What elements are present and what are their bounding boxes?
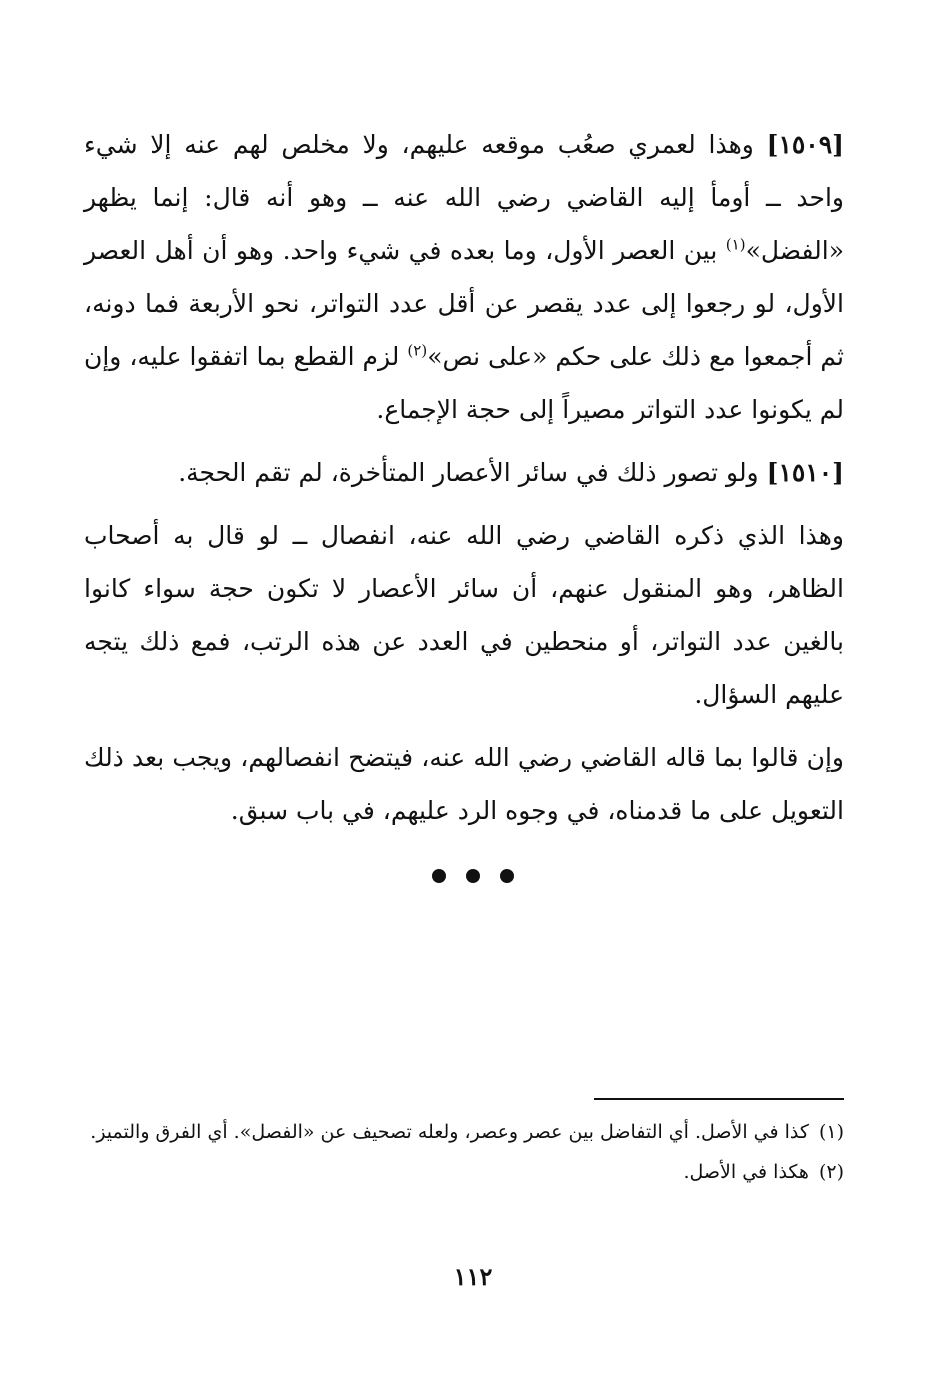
paragraph-1509 <box>84 118 844 436</box>
paragraph-4 <box>84 731 844 837</box>
paragraph-text: وهذا الذي ذكره القاضي رضي الله عنه، انفصال ــ لو قال به أصحاب الظاهر، وهو المنقول عنهم، أن سائر الأعصار لا تكون حجة سواء كانوا بالغين عدد التواتر، أو منحطين في العدد عن هذه الرتب، فمع ذلك يتجه عليهم السؤال. <box>84 521 844 709</box>
ornament-dot <box>432 869 446 883</box>
footnote-2 <box>84 1152 844 1192</box>
section-ornament <box>0 868 946 887</box>
paragraph-text: وإن قالوا بما قاله القاضي رضي الله عنه، فيتضح انفصالهم، ويجب بعد ذلك التعويل على ما قدمناه، في وجوه الرد عليهم، في باب سبق. <box>84 743 844 825</box>
footnote-separator <box>594 1098 844 1100</box>
paragraph-number: [١٥٠٩] <box>766 130 844 159</box>
paragraph-text: وهذا لعمري صعُب موقعه عليهم، ولا مخلص لهم عنه إلا شيء واحد ــ أومأ إليه القاضي رضي الله عنه ــ وهو أنه قال: إنما يظهر «الفضل» <box>84 130 844 265</box>
page-number: ١١٢ <box>453 1262 493 1291</box>
ornament-dot <box>466 869 480 883</box>
paragraph-text: ولو تصور ذلك في سائر الأعصار المتأخرة، لم تقم الحجة. <box>178 458 767 487</box>
footnote-text: هكذا في الأصل. <box>683 1161 809 1183</box>
footnote-ref-2[interactable]: (٢) <box>407 341 428 360</box>
footnotes <box>84 1112 844 1192</box>
footnote-marker: (٢) <box>818 1161 844 1183</box>
main-text <box>84 118 844 847</box>
footnote-1 <box>84 1112 844 1152</box>
paragraph-text: لزم القطع بما اتفقوا عليه، وإن لم يكونوا عدد التواتر مصيراً إلى حجة الإجماع. <box>84 342 844 424</box>
ornament-dot <box>500 869 514 883</box>
paragraph-text: بين العصر الأول، وما بعده في شيء واحد. وهو أن أهل العصر الأول، لو رجعوا إلى عدد يقصر عن أقل عدد التواتر، نحو الأربعة فما دونه، ثم أجمعوا مع ذلك على حكم «على نص» <box>84 236 844 371</box>
paragraph-3 <box>84 509 844 721</box>
footnote-marker: (١) <box>818 1121 844 1143</box>
footnote-ref-1[interactable]: (١) <box>725 235 746 254</box>
paragraph-1510 <box>84 446 844 499</box>
paragraph-number: [١٥١٠] <box>766 458 844 487</box>
footnote-text: كذا في الأصل. أي التفاضل بين عصر وعصر، ولعله تصحيف عن «الفصل». أي الفرق والتميز. <box>90 1121 809 1143</box>
